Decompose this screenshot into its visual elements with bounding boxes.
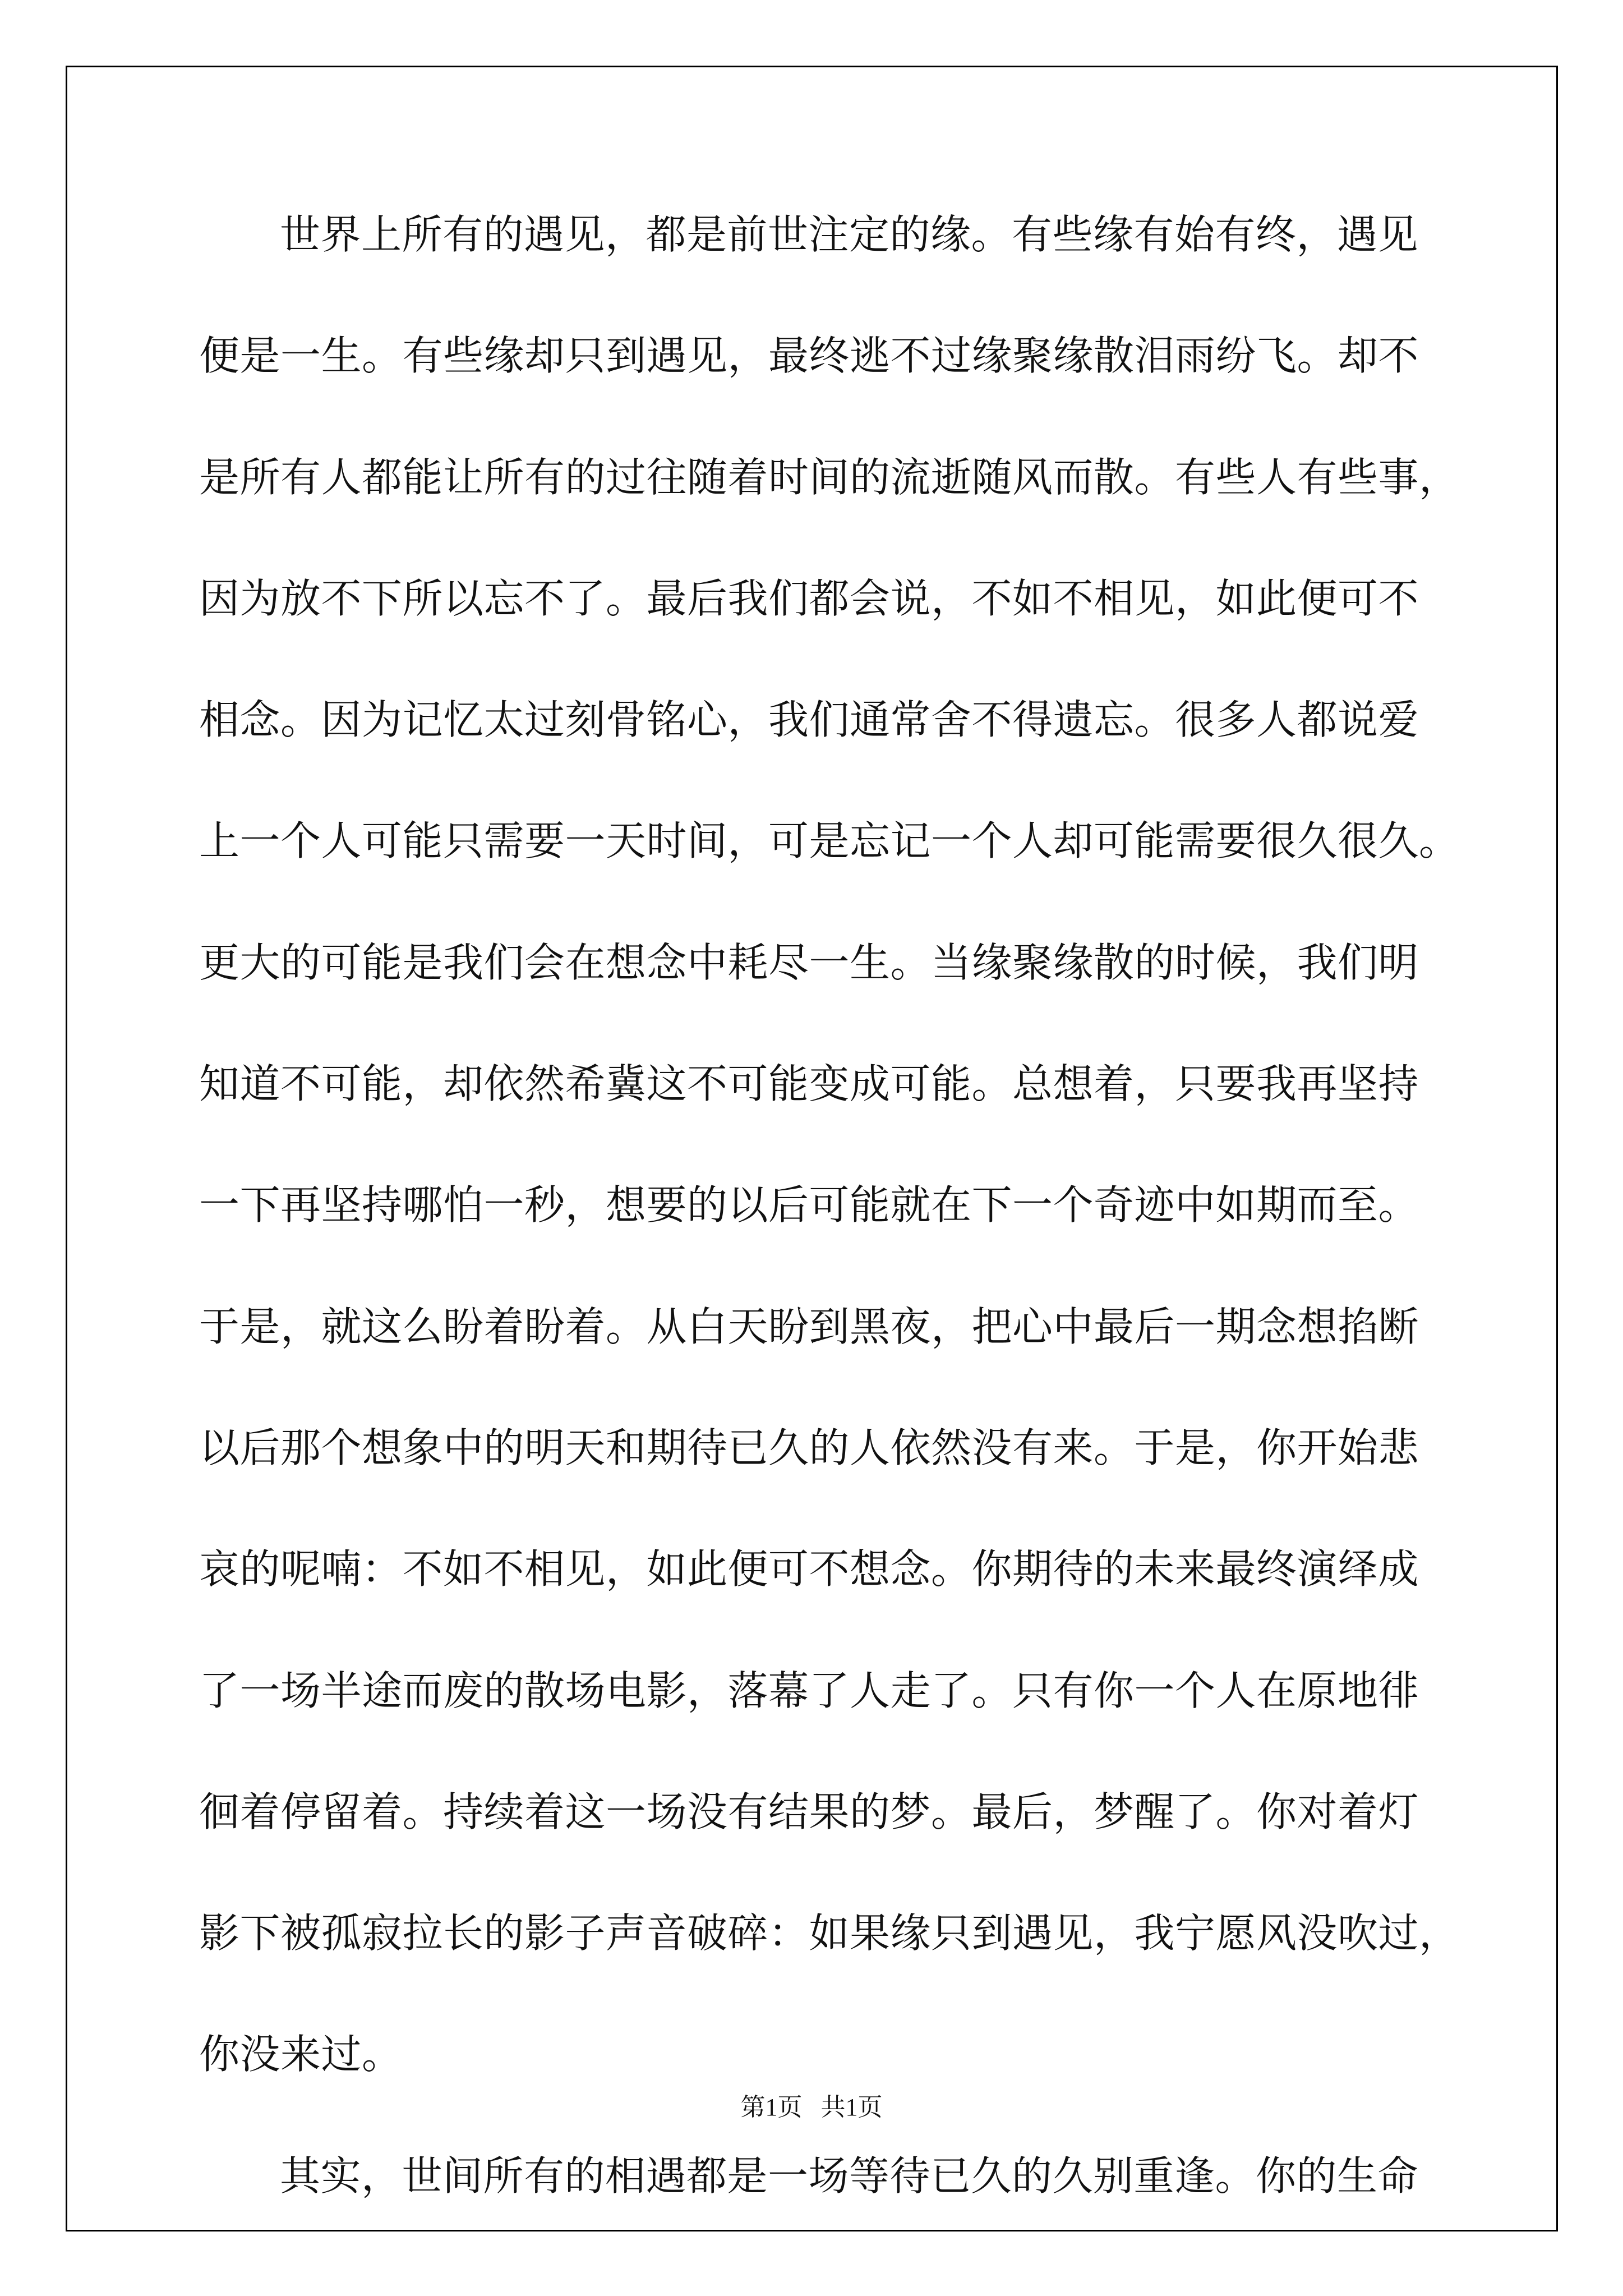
paragraph-1-line-16: 你没来过。 [199,2031,403,2078]
paragraph-1-line-5: 相念。因为记忆太过刻骨铭心，我们通常舍不得遗忘。很多人都说爱 [199,696,1419,744]
paragraph-1-line-1: 世界上所有的遇见，都是前世注定的缘。有些缘有始有终，遇见 [280,211,1419,258]
paragraph-1-line-10: 于是，就这么盼着盼着。从白天盼到黑夜，把心中最后一期念想掐断 [199,1303,1419,1350]
paragraph-1-line-8: 知道不可能，却依然希冀这不可能变成可能。总想着，只要我再坚持 [199,1060,1419,1108]
page-footer [0,2087,1623,2123]
paragraph-1-line-12: 哀的呢喃：不如不相见，如此便可不想念。你期待的未来最终演绎成 [199,1545,1419,1593]
paragraph-1-line-3: 是所有人都能让所有的过往随着时间的流逝随风而散。有些人有些事， [199,453,1460,501]
paragraph-2-line-1: 其实，世间所有的相遇都是一场等待已久的久别重逢。你的生命 [280,2152,1419,2200]
paragraph-1-line-11: 以后那个想象中的明天和期待已久的人依然没有来。于是，你开始悲 [199,1424,1419,1471]
page-number: 第1页 共1页 [740,2093,883,2121]
paragraph-1-line-2: 便是一生。有些缘却只到遇见，最终逃不过缘聚缘散泪雨纷飞。却不 [199,332,1419,380]
paragraph-1-line-13: 了一场半途而废的散场电影，落幕了人走了。只有你一个人在原地徘 [199,1667,1419,1714]
paragraph-1-line-14: 徊着停留着。持续着这一场没有结果的梦。最后，梦醒了。你对着灯 [199,1788,1419,1835]
paragraph-1-line-4: 因为放不下所以忘不了。最后我们都会说，不如不相见，如此便可不 [199,574,1419,622]
paragraph-1-line-7: 更大的可能是我们会在想念中耗尽一生。当缘聚缘散的时候，我们明 [199,938,1419,986]
document-body [199,209,1460,2271]
paragraph-1-line-9: 一下再坚持哪怕一秒，想要的以后可能就在下一个奇迹中如期而至。 [199,1181,1419,1229]
paragraph-1-line-15: 影下被孤寂拉长的影子声音破碎：如果缘只到遇见，我宁愿风没吹过， [199,1910,1460,1957]
paragraph-1-line-6: 上一个人可能只需要一天时间，可是忘记一个人却可能需要很久很久。 [199,817,1460,865]
